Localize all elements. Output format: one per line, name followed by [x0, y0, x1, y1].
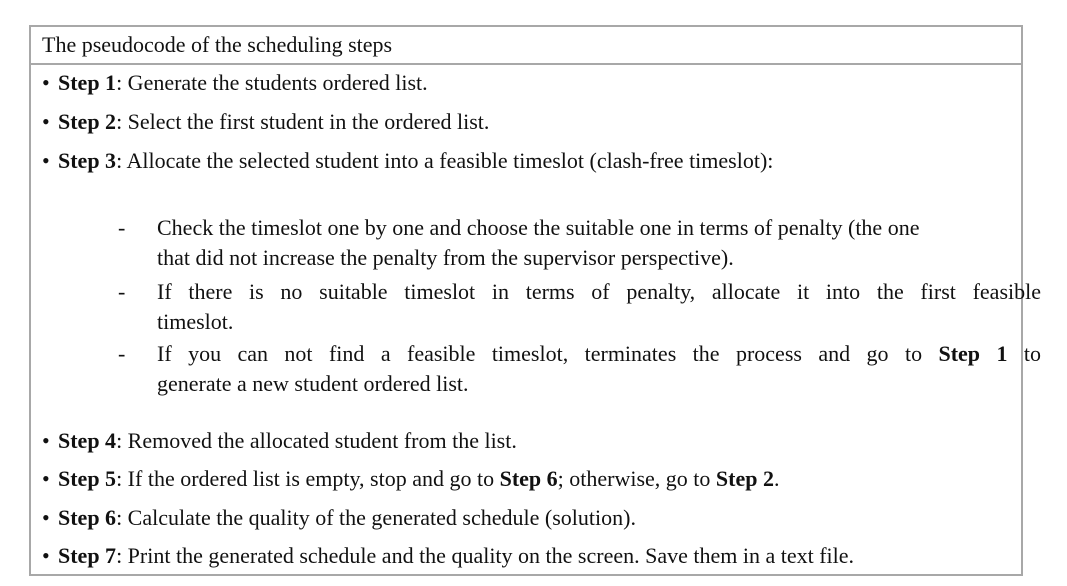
substep-line: generate a new student ordered list. [157, 371, 469, 396]
step-1 [42, 70, 428, 96]
step-5 [42, 466, 779, 492]
step-7 [42, 543, 854, 569]
step-label: Step 3 [58, 148, 117, 173]
substep-line-part: If you can not find a feasible timeslot, terminates the process and go to [157, 341, 939, 366]
step-text: : If the ordered list is empty, stop and go to [116, 466, 500, 491]
dash-icon: - [118, 279, 126, 304]
table-header [31, 27, 1021, 65]
step-label: Step 1 [58, 70, 117, 95]
table-title: The pseudocode of the scheduling steps [42, 32, 393, 57]
bullet-icon: • [42, 466, 50, 491]
pseudocode-table [29, 25, 1041, 576]
substep-text [157, 213, 1047, 273]
step-label: Step 4 [58, 428, 117, 453]
step-text: : Select the first student in the ordered list. [116, 109, 490, 134]
step-text: : Removed the allocated student from the list. [116, 428, 517, 453]
bullet-icon: • [42, 148, 50, 173]
step-label: Step 5 [58, 466, 117, 491]
step-text: . [773, 466, 780, 491]
substep-line: timeslot. [157, 309, 234, 334]
step-3 [42, 148, 773, 174]
step-ref: Step 6 [499, 466, 558, 491]
step-label: Step 2 [58, 109, 117, 134]
substep-text [157, 277, 1041, 337]
substep-line-part: to [1007, 341, 1041, 366]
step-text: : Calculate the quality of the generated schedule (solution). [116, 505, 636, 530]
substep-line: Check the timeslot one by one and choose the suitable one in terms of penalty (the one [157, 215, 920, 240]
step-text: : Print the generated schedule and the quality on the screen. Save them in a text file. [116, 543, 855, 568]
bullet-icon: • [42, 543, 50, 568]
step-text: : Allocate the selected student into a feasible timeslot (clash-free timeslot): [116, 148, 774, 173]
substep-line: that did not increase the penalty from the supervisor perspective). [157, 245, 734, 270]
step-label: Step 6 [58, 505, 117, 530]
step-2 [42, 109, 489, 135]
bullet-icon: • [42, 109, 50, 134]
step-text: : Generate the students ordered list. [116, 70, 428, 95]
step-text: ; otherwise, go to [557, 466, 716, 491]
bullet-icon: • [42, 505, 50, 530]
dash-icon: - [118, 215, 126, 240]
substep-text [157, 339, 1041, 399]
bullet-icon: • [42, 428, 50, 453]
step-ref: Step 2 [715, 466, 774, 491]
substep-line: If there is no suitable timeslot in terms of penalty, allocate it into the first feasible [157, 279, 1041, 304]
step-ref: Step 1 [938, 341, 1008, 366]
step-4 [42, 428, 517, 454]
step-label: Step 7 [58, 543, 117, 568]
step-6 [42, 505, 636, 531]
bullet-icon: • [42, 70, 50, 95]
substep-line [157, 339, 1041, 369]
dash-icon: - [118, 341, 126, 366]
